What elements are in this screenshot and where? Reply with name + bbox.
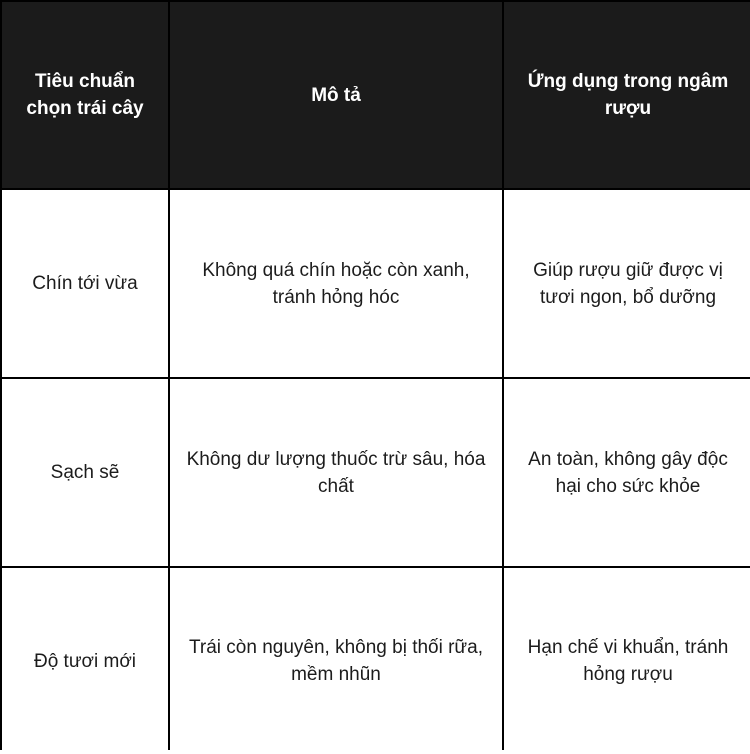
row-3-criterion bbox=[2, 568, 168, 754]
cell-text: An toàn, không gây độc hại cho sức khỏe bbox=[528, 448, 728, 497]
row-1-description bbox=[170, 190, 502, 377]
row-3-description bbox=[170, 568, 502, 754]
header-criterion bbox=[2, 2, 168, 188]
cell-text: Sạch sẽ bbox=[50, 462, 120, 483]
cell-text: Độ tươi mới bbox=[33, 650, 137, 672]
cell-text: Không quá chín hoặc còn xanh, tránh hỏng hóc bbox=[202, 259, 470, 308]
cell-text: Trái còn nguyên, không bị thối rữa, mềm nhũn bbox=[188, 637, 484, 685]
header-application-label: Ứng dụng trong ngâm rượu bbox=[527, 71, 729, 119]
row-1-application bbox=[504, 190, 750, 377]
cell-text: Giúp rượu giữ được vị tươi ngon, bổ dưỡng bbox=[533, 259, 723, 308]
header-criterion-label: Tiêu chuẩn chọn trái cây bbox=[26, 71, 144, 119]
header-description-label: Mô tả bbox=[311, 84, 361, 106]
cell-text: Không dư lượng thuốc trừ sâu, hóa chất bbox=[186, 448, 486, 497]
row-2-description bbox=[170, 379, 502, 566]
row-3-application bbox=[504, 568, 750, 754]
header-application bbox=[504, 2, 750, 188]
row-2-application bbox=[504, 379, 750, 566]
header-description bbox=[170, 2, 502, 188]
cell-text: Chín tới vừa bbox=[32, 273, 138, 294]
row-1-criterion bbox=[2, 190, 168, 377]
cell-text: Hạn chế vi khuẩn, tránh hỏng rượu bbox=[527, 637, 729, 685]
row-2-criterion bbox=[2, 379, 168, 566]
